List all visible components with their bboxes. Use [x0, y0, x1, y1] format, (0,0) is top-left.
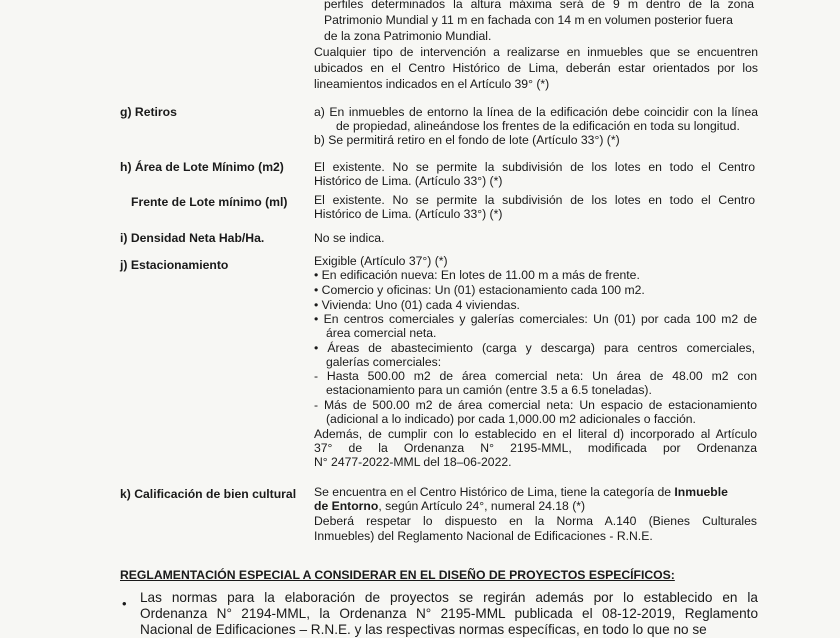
text-line: (adicional a lo indicado) por cada 1,000.00 m2 adicionales o facción. — [326, 412, 696, 426]
text-line: - Más de 500.00 m2 de área comercial neta: Un espacio de estacionamiento — [314, 398, 757, 412]
text-line: El existente. No se permite la subdivisión de los lotes en todo el Centro — [314, 193, 755, 207]
label-retiros: g) Retiros — [120, 105, 177, 119]
text-line: - Hasta 500.00 m2 de área comercial neta: Un área de 48.00 m2 con — [314, 369, 757, 383]
label-densidad: i) Densidad Neta Hab/Ha. — [120, 231, 265, 245]
text-line: a) En inmuebles de entorno la línea de la edificación debe coincidir con la línea — [314, 105, 758, 119]
text-line: ubicados en el Centro Histórico de Lima, deberán estar orientados por los — [314, 61, 758, 75]
text-line: Nacional de Edificaciones – R.N.E. y las respectivas normas específicas, en todo lo que no se — [140, 622, 707, 637]
label-area-lote: h) Área de Lote Mínimo (m2) — [120, 160, 284, 174]
text-span: Se encuentra en el Centro Histórico de Lima, tiene la categoría de — [314, 485, 675, 499]
text-line: El existente. No se permite la subdivisión de los lotes en todo el Centro — [314, 160, 755, 174]
text-line: Deberá respetar lo dispuesto en la Norma A.140 (Bienes Culturales — [314, 514, 757, 528]
text-line: Exigible (Artículo 37°) (*) — [314, 254, 448, 268]
text-line: • Áreas de abastecimiento (carga y descarga) para centros comerciales, — [314, 341, 755, 355]
densidad-value: No se indica. — [314, 231, 385, 245]
text-line: • Comercio y oficinas: Un (01) estacionamiento cada 100 m2. — [314, 283, 645, 297]
label-calificacion: k) Calificación de bien cultural — [120, 487, 297, 501]
text-line: Las normas para la elaboración de proyectos se regirán además por lo establecido en la — [140, 590, 758, 605]
text-line: Además, de cumplir con lo establecido en el literal d) incorporado al Artículo — [314, 427, 757, 441]
text-line: Ordenanza N° 2194-MML, la Ordenanza N° 2195-MML publicada el 08-12-2019, Reglamento — [140, 606, 758, 621]
label-frente-lote: Frente de Lote mínimo (ml) — [131, 195, 288, 209]
text-line: Histórico de Lima. (Artículo 33°) (*) — [314, 174, 503, 188]
bullet-marker: • — [122, 596, 127, 611]
text-line: • En centros comerciales y galerías comerciales: Un (01) por cada 100 m2 de — [314, 312, 757, 326]
text-line: 37° de la Ordenanza N° 2195-MML, modificada por Ordenanza — [314, 441, 757, 455]
text-line: • En edificación nueva: En lotes de 11.00 m a más de frente. — [314, 268, 640, 282]
text-span-bold: de Entorno — [314, 499, 379, 513]
text-line: de la zona Patrimonio Mundial. — [324, 29, 492, 43]
text-line: N° 2477-2022-MML del 18–06-2022. — [314, 455, 512, 469]
text-span-bold: Inmueble — [674, 485, 728, 499]
text-line: b) Se permitirá retiro en el fondo de lote (Artículo 33°) (*) — [314, 133, 620, 147]
label-estacionamiento: j) Estacionamiento — [120, 258, 229, 272]
text-line: área comercial neta. — [326, 326, 437, 340]
text-line: lineamientos indicados en el Artículo 39° (*) — [314, 77, 550, 91]
text-line: • Vivienda: Uno (01) cada 4 viviendas. — [314, 298, 520, 312]
text-line: Cualquier tipo de intervención a realizarse en inmuebles que se encuentren — [314, 45, 758, 59]
text-line — [314, 500, 585, 513]
text-line: Patrimonio Mundial y 11 m en fachada con 14 m en volumen posterior fuera — [324, 13, 733, 27]
text-line — [314, 486, 728, 499]
text-line: Inmuebles) del Reglamento Nacional de Edificaciones - R.N.E. — [314, 529, 653, 543]
text-span: , según Artículo 24°, numeral 24.18 (*) — [378, 499, 586, 513]
text-line: galerías comerciales: — [326, 355, 442, 369]
text-line: Histórico de Lima. (Artículo 33°) (*) — [314, 207, 503, 221]
text-line: de propiedad, alineándose los frentes de la edificación en toda su longitud. — [336, 119, 740, 133]
text-line: estacionamiento para un camión (entre 3.5 a 6.5 toneladas). — [326, 383, 652, 397]
section-title: REGLAMENTACIÓN ESPECIAL A CONSIDERAR EN EL DISEÑO DE PROYECTOS ESPECÍFICOS: — [120, 568, 675, 582]
text-line: perfiles determinados la altura máxima será de 9 m dentro de la zona — [324, 0, 754, 11]
